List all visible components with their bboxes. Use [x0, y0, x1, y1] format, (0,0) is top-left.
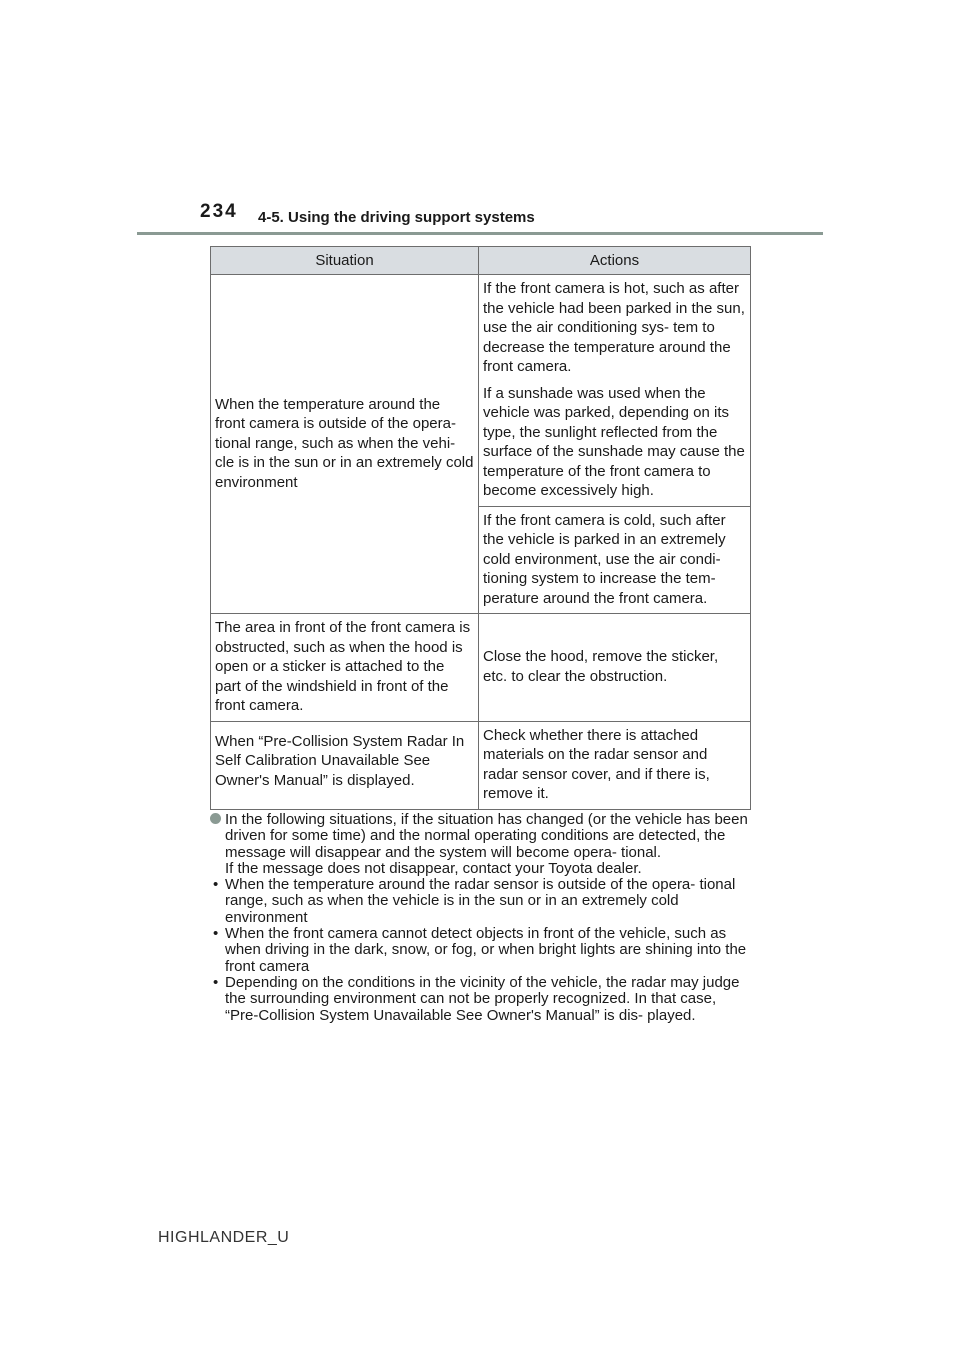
table-row: [211, 614, 751, 722]
situation-text: When the temperature around the front camera is outside of the opera- tional range, such as when the vehi- cle is in the sun or in an extremely cold environment: [215, 395, 474, 491]
table-row: [211, 275, 751, 507]
table-row: [211, 721, 751, 809]
situation-actions-table: [210, 246, 751, 810]
round-bullet-icon: [210, 813, 221, 824]
action-cell: [479, 506, 751, 614]
situation-text: The area in front of the front camera is obstructed, such as when the hood is open or a sticker is attached to the part of the windshield in front of the front camera.: [215, 619, 471, 714]
column-header-actions: Actions: [479, 247, 751, 275]
situation-cell: [211, 721, 479, 809]
bullet-dot-icon: •: [213, 973, 219, 991]
note-dealer-text: If the message does not disappear, contact your Toyota dealer.: [225, 859, 642, 877]
note-list: [210, 877, 750, 1024]
list-item-text: When the front camera cannot detect objects in front of the vehicle, such as when driving in the dark, snow, or fog, or when bright lights are shining into the front camera: [225, 925, 747, 975]
situation-text: When “Pre-Collision System Radar In Self Calibration Unavailable See Owner's Manual” is displayed.: [215, 732, 465, 789]
header-rule: [137, 232, 823, 235]
bullet-dot-icon: •: [213, 925, 219, 943]
list-item-text: Depending on the conditions in the vicinity of the vehicle, the radar may judge the surrounding environment can not be properly recognized. In that case, “Pre-Collision System Unavailable See Owner's Manual” is dis- played.: [225, 973, 740, 1024]
action-cell: [479, 614, 751, 722]
footer-model-code: HIGHLANDER_U: [158, 1229, 290, 1246]
list-item: [210, 926, 750, 975]
action-text: If the front camera is cold, such after the vehicle is parked in an extremely cold environment, use the air condi- tioning system to increase the tem- perature around the front camera.: [483, 511, 726, 607]
action-text: If the front camera is hot, such as after the vehicle had been parked in the sun, use the air conditioning sys- tem to decrease the temperature around the front camera.: [483, 280, 745, 375]
action-text: Check whether there is attached materials on the radar sensor and radar sensor cover, and if there is, remove it.: [483, 726, 710, 802]
list-item: [210, 975, 750, 1024]
action-cell: [479, 721, 751, 809]
bullet-dot-icon: •: [213, 876, 219, 894]
table-header-row: [211, 247, 751, 275]
action-cell: [479, 275, 751, 507]
situation-cell: [211, 275, 479, 614]
note-lead-text: In the following situations, if the situation has changed (or the vehicle has been driven for some time) and the normal operating conditions are detected, the message will disappear and the system will become opera- tional.: [225, 811, 748, 861]
situation-cell: [211, 614, 479, 722]
action-text: Close the hood, remove the sticker, etc. to clear the obstruction.: [483, 648, 719, 685]
section-title: 4-5. Using the driving support systems: [258, 209, 535, 226]
page-number: 234: [200, 201, 238, 222]
list-item-text: When the temperature around the radar sensor is outside of the opera- tional range, such as when the vehicle is in the sun or in an extremely cold environment: [225, 876, 736, 926]
column-header-situation: Situation: [211, 247, 479, 275]
action-text: If a sunshade was used when the vehicle was parked, depending on its type, the sunlight reflected from the surface of the sunshade may cause the temperature of the front camera to become excessively high.: [483, 384, 745, 499]
operating-note: [210, 812, 750, 1024]
list-item: [210, 877, 750, 926]
